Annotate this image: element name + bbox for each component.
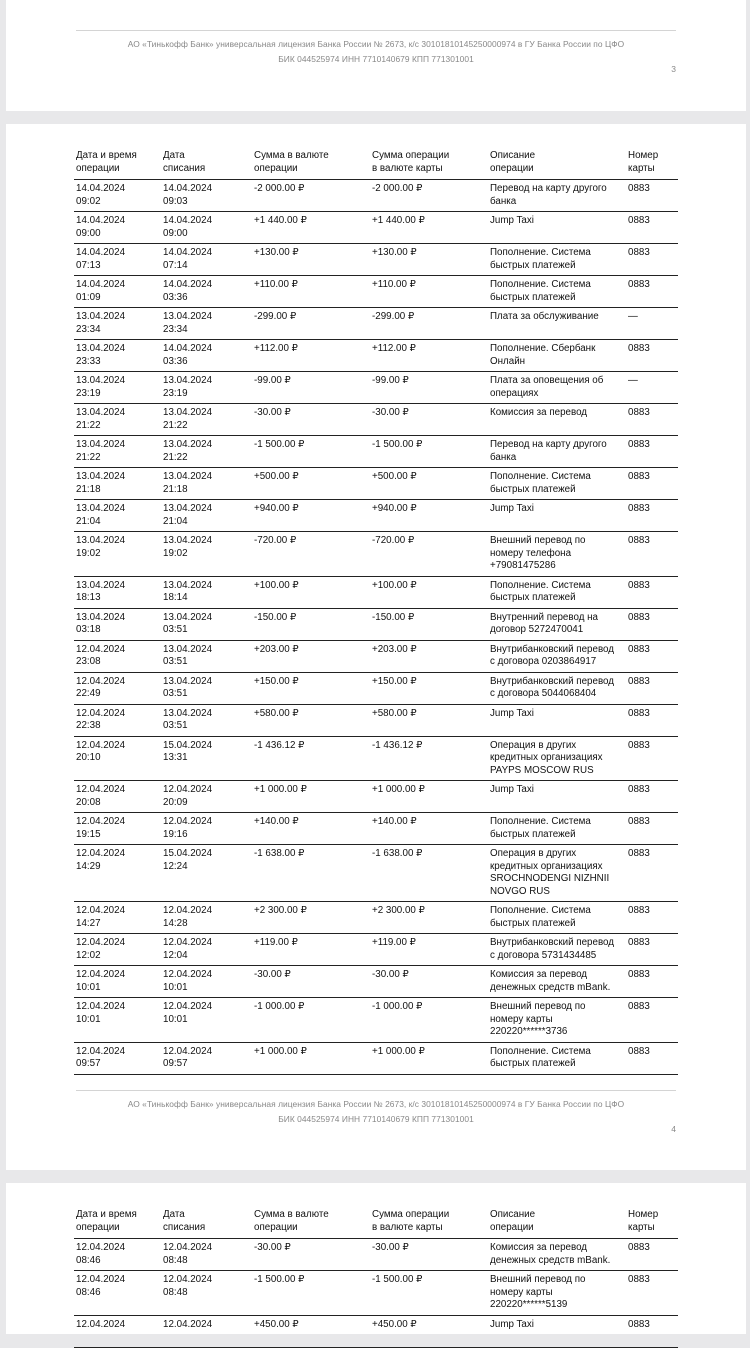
cell-debit-date: 12.04.2024 xyxy=(161,1315,252,1347)
table-row xyxy=(74,966,678,998)
cell-description: Внутрибанковский перевод с договора 0203864917 xyxy=(488,640,626,672)
table-row xyxy=(74,340,678,372)
cell-card-number: — xyxy=(626,372,678,404)
table-row xyxy=(74,608,678,640)
cell-amount-card-currency: -1 000.00 ₽ xyxy=(370,998,488,1043)
cell-amount-card-currency: -30.00 ₽ xyxy=(370,966,488,998)
cell-amount-operation-currency: +1 000.00 ₽ xyxy=(252,781,370,813)
cell-description: Jump Taxi xyxy=(488,212,626,244)
page-number: 4 xyxy=(671,1124,676,1134)
cell-operation-datetime: 13.04.2024 23:33 xyxy=(74,340,161,372)
cell-operation-datetime: 12.04.2024 20:10 xyxy=(74,736,161,781)
table-row xyxy=(74,781,678,813)
cell-debit-date: 13.04.2024 23:19 xyxy=(161,372,252,404)
table-row xyxy=(74,813,678,845)
cell-card-number: 0883 xyxy=(626,436,678,468)
cell-description: Операция в других кредитных организациях SROCHNODENGI NIZHNII NOVGO RUS xyxy=(488,845,626,902)
footer-ids-line: БИК 044525974 ИНН 7710140679 КПП 771301001 xyxy=(278,1114,474,1124)
cell-card-number: 0883 xyxy=(626,1239,678,1271)
table-row xyxy=(74,212,678,244)
cell-card-number: 0883 xyxy=(626,998,678,1043)
cell-amount-operation-currency: -720.00 ₽ xyxy=(252,532,370,577)
statement-page-4 xyxy=(6,124,746,1170)
cell-description: Плата за оповещения об операциях xyxy=(488,372,626,404)
table-row xyxy=(74,308,678,340)
cell-amount-card-currency: +110.00 ₽ xyxy=(370,276,488,308)
col-header-description: Описание операции xyxy=(488,148,626,180)
table-row xyxy=(74,372,678,404)
col-header-amount-operation-currency: Сумма в валюте операции xyxy=(252,1207,370,1239)
cell-amount-card-currency: +580.00 ₽ xyxy=(370,704,488,736)
cell-operation-datetime: 12.04.2024 22:38 xyxy=(74,704,161,736)
cell-description: Пополнение. Система быстрых платежей xyxy=(488,276,626,308)
cell-card-number: 0883 xyxy=(626,244,678,276)
col-header-operation-datetime: Дата и время операции xyxy=(74,1207,161,1239)
cell-description: Пополнение. Система быстрых платежей xyxy=(488,1042,626,1074)
table-row xyxy=(74,276,678,308)
cell-card-number: 0883 xyxy=(626,934,678,966)
page-number: 3 xyxy=(671,64,676,74)
cell-amount-operation-currency: -1 436.12 ₽ xyxy=(252,736,370,781)
cell-description: Операция в других кредитных организациях PAYPS MOSCOW RUS xyxy=(488,736,626,781)
cell-amount-card-currency: +2 300.00 ₽ xyxy=(370,902,488,934)
col-header-card-number: Номер карты xyxy=(626,1207,678,1239)
cell-operation-datetime: 12.04.2024 08:46 xyxy=(74,1271,161,1316)
table-row xyxy=(74,468,678,500)
cell-amount-card-currency: -150.00 ₽ xyxy=(370,608,488,640)
cell-amount-operation-currency: +1 000.00 ₽ xyxy=(252,1042,370,1074)
cell-description: Пополнение. Система быстрых платежей xyxy=(488,902,626,934)
cell-description: Внешний перевод по номеру карты 220220******3736 xyxy=(488,998,626,1043)
cell-card-number: 0883 xyxy=(626,180,678,212)
cell-amount-operation-currency: +500.00 ₽ xyxy=(252,468,370,500)
col-header-debit-date: Дата списания xyxy=(161,1207,252,1239)
cell-debit-date: 12.04.2024 12:04 xyxy=(161,934,252,966)
cell-operation-datetime: 13.04.2024 21:22 xyxy=(74,404,161,436)
table-row xyxy=(74,180,678,212)
table-row xyxy=(74,576,678,608)
footer-bank-line: АО «Тинькофф Банк» универсальная лицензия Банка России № 2673, к/с 30101810145250000974 в ГУ Банка России по ЦФО xyxy=(127,39,625,49)
cell-amount-card-currency: -299.00 ₽ xyxy=(370,308,488,340)
cell-operation-datetime: 12.04.2024 14:27 xyxy=(74,902,161,934)
cell-description: Jump Taxi xyxy=(488,704,626,736)
cell-card-number: 0883 xyxy=(626,212,678,244)
cell-amount-operation-currency: -150.00 ₽ xyxy=(252,608,370,640)
cell-card-number: 0883 xyxy=(626,736,678,781)
cell-amount-operation-currency: -30.00 ₽ xyxy=(252,966,370,998)
table-row xyxy=(74,934,678,966)
statement-page-5 xyxy=(6,1183,746,1334)
table-row xyxy=(74,672,678,704)
cell-card-number: 0883 xyxy=(626,500,678,532)
cell-amount-operation-currency: +119.00 ₽ xyxy=(252,934,370,966)
table-row xyxy=(74,998,678,1043)
cell-operation-datetime: 12.04.2024 10:01 xyxy=(74,966,161,998)
cell-operation-datetime: 13.04.2024 21:18 xyxy=(74,468,161,500)
cell-amount-operation-currency: +110.00 ₽ xyxy=(252,276,370,308)
cell-description: Внутрибанковский перевод с договора 5731434485 xyxy=(488,934,626,966)
cell-debit-date: 14.04.2024 09:00 xyxy=(161,212,252,244)
cell-amount-card-currency: +940.00 ₽ xyxy=(370,500,488,532)
cell-operation-datetime: 13.04.2024 18:13 xyxy=(74,576,161,608)
cell-description: Перевод на карту другого банка xyxy=(488,436,626,468)
cell-amount-card-currency: +119.00 ₽ xyxy=(370,934,488,966)
cell-description: Jump Taxi xyxy=(488,1315,626,1347)
cell-debit-date: 13.04.2024 19:02 xyxy=(161,532,252,577)
cell-operation-datetime: 13.04.2024 23:19 xyxy=(74,372,161,404)
cell-operation-datetime: 12.04.2024 xyxy=(74,1315,161,1347)
cell-amount-card-currency: +100.00 ₽ xyxy=(370,576,488,608)
col-header-card-number: Номер карты xyxy=(626,148,678,180)
cell-amount-card-currency: +203.00 ₽ xyxy=(370,640,488,672)
cell-amount-operation-currency: -1 638.00 ₽ xyxy=(252,845,370,902)
cell-debit-date: 14.04.2024 03:36 xyxy=(161,340,252,372)
cell-operation-datetime: 14.04.2024 01:09 xyxy=(74,276,161,308)
cell-debit-date: 13.04.2024 03:51 xyxy=(161,640,252,672)
cell-card-number: 0883 xyxy=(626,845,678,902)
cell-amount-card-currency: -1 638.00 ₽ xyxy=(370,845,488,902)
table-row xyxy=(74,532,678,577)
table-row xyxy=(74,500,678,532)
cell-operation-datetime: 12.04.2024 19:15 xyxy=(74,813,161,845)
cell-debit-date: 13.04.2024 03:51 xyxy=(161,608,252,640)
cell-amount-operation-currency: -2 000.00 ₽ xyxy=(252,180,370,212)
cell-operation-datetime: 12.04.2024 14:29 xyxy=(74,845,161,902)
cell-card-number: 0883 xyxy=(626,1042,678,1074)
cell-operation-datetime: 12.04.2024 08:46 xyxy=(74,1239,161,1271)
cell-card-number: 0883 xyxy=(626,813,678,845)
footer-divider xyxy=(76,30,676,31)
table-row xyxy=(74,736,678,781)
cell-amount-card-currency: +1 000.00 ₽ xyxy=(370,1042,488,1074)
cell-debit-date: 12.04.2024 20:09 xyxy=(161,781,252,813)
cell-amount-card-currency: +1 000.00 ₽ xyxy=(370,781,488,813)
cell-operation-datetime: 13.04.2024 19:02 xyxy=(74,532,161,577)
cell-debit-date: 15.04.2024 12:24 xyxy=(161,845,252,902)
col-header-amount-operation-currency: Сумма в валюте операции xyxy=(252,148,370,180)
cell-debit-date: 12.04.2024 08:48 xyxy=(161,1271,252,1316)
cell-card-number: 0883 xyxy=(626,704,678,736)
cell-amount-operation-currency: +2 300.00 ₽ xyxy=(252,902,370,934)
cell-debit-date: 15.04.2024 13:31 xyxy=(161,736,252,781)
footer-ids-line: БИК 044525974 ИНН 7710140679 КПП 771301001 xyxy=(278,54,474,64)
col-header-description: Описание операции xyxy=(488,1207,626,1239)
transactions-table xyxy=(74,1207,678,1348)
cell-amount-card-currency: -1 500.00 ₽ xyxy=(370,436,488,468)
cell-operation-datetime: 12.04.2024 09:57 xyxy=(74,1042,161,1074)
cell-card-number: 0883 xyxy=(626,404,678,436)
cell-card-number: 0883 xyxy=(626,781,678,813)
cell-amount-card-currency: +1 440.00 ₽ xyxy=(370,212,488,244)
cell-card-number: 0883 xyxy=(626,1271,678,1316)
table-row xyxy=(74,704,678,736)
col-header-operation-datetime: Дата и время операции xyxy=(74,148,161,180)
cell-amount-card-currency: +130.00 ₽ xyxy=(370,244,488,276)
cell-operation-datetime: 14.04.2024 09:00 xyxy=(74,212,161,244)
cell-debit-date: 13.04.2024 03:51 xyxy=(161,704,252,736)
cell-operation-datetime: 13.04.2024 21:22 xyxy=(74,436,161,468)
cell-amount-card-currency: +140.00 ₽ xyxy=(370,813,488,845)
cell-operation-datetime: 12.04.2024 22:49 xyxy=(74,672,161,704)
cell-amount-operation-currency: +112.00 ₽ xyxy=(252,340,370,372)
cell-amount-operation-currency: -30.00 ₽ xyxy=(252,1239,370,1271)
cell-operation-datetime: 12.04.2024 23:08 xyxy=(74,640,161,672)
cell-description: Пополнение. Система быстрых платежей xyxy=(488,468,626,500)
cell-debit-date: 12.04.2024 10:01 xyxy=(161,998,252,1043)
cell-operation-datetime: 13.04.2024 03:18 xyxy=(74,608,161,640)
cell-card-number: — xyxy=(626,308,678,340)
footer-bank-line: АО «Тинькофф Банк» универсальная лицензия Банка России № 2673, к/с 30101810145250000974 в ГУ Банка России по ЦФО xyxy=(127,1099,625,1109)
cell-debit-date: 13.04.2024 21:22 xyxy=(161,436,252,468)
cell-amount-card-currency: -2 000.00 ₽ xyxy=(370,180,488,212)
cell-amount-card-currency: +112.00 ₽ xyxy=(370,340,488,372)
cell-card-number: 0883 xyxy=(626,1315,678,1347)
cell-description: Jump Taxi xyxy=(488,500,626,532)
cell-debit-date: 12.04.2024 08:48 xyxy=(161,1239,252,1271)
cell-card-number: 0883 xyxy=(626,640,678,672)
cell-card-number: 0883 xyxy=(626,576,678,608)
cell-description: Плата за обслуживание xyxy=(488,308,626,340)
table-header-row xyxy=(74,1207,678,1239)
cell-debit-date: 12.04.2024 10:01 xyxy=(161,966,252,998)
cell-card-number: 0883 xyxy=(626,902,678,934)
cell-amount-operation-currency: +100.00 ₽ xyxy=(252,576,370,608)
cell-amount-operation-currency: -299.00 ₽ xyxy=(252,308,370,340)
cell-description: Внутрибанковский перевод с договора 5044068404 xyxy=(488,672,626,704)
cell-description: Комиссия за перевод денежных средств mBank. xyxy=(488,966,626,998)
footer-divider xyxy=(76,1090,676,1091)
table-row xyxy=(74,640,678,672)
statement-page-3 xyxy=(6,0,746,111)
cell-description: Пополнение. Сбербанк Онлайн xyxy=(488,340,626,372)
transactions-table xyxy=(74,148,678,1075)
cell-card-number: 0883 xyxy=(626,966,678,998)
cell-amount-card-currency: -30.00 ₽ xyxy=(370,1239,488,1271)
cell-amount-operation-currency: -1 500.00 ₽ xyxy=(252,1271,370,1316)
cell-card-number: 0883 xyxy=(626,672,678,704)
table-row xyxy=(74,1042,678,1074)
col-header-amount-card-currency: Сумма операции в валюте карты xyxy=(370,148,488,180)
cell-card-number: 0883 xyxy=(626,532,678,577)
cell-card-number: 0883 xyxy=(626,340,678,372)
cell-description: Внешний перевод по номеру телефона +79081475286 xyxy=(488,532,626,577)
cell-amount-card-currency: +150.00 ₽ xyxy=(370,672,488,704)
cell-amount-operation-currency: +203.00 ₽ xyxy=(252,640,370,672)
cell-description: Пополнение. Система быстрых платежей xyxy=(488,813,626,845)
cell-amount-operation-currency: -30.00 ₽ xyxy=(252,404,370,436)
cell-amount-card-currency: -720.00 ₽ xyxy=(370,532,488,577)
cell-description: Jump Taxi xyxy=(488,781,626,813)
cell-amount-card-currency: +500.00 ₽ xyxy=(370,468,488,500)
cell-amount-card-currency: -30.00 ₽ xyxy=(370,404,488,436)
cell-amount-operation-currency: -1 500.00 ₽ xyxy=(252,436,370,468)
cell-debit-date: 13.04.2024 21:18 xyxy=(161,468,252,500)
cell-debit-date: 14.04.2024 09:03 xyxy=(161,180,252,212)
cell-operation-datetime: 12.04.2024 20:08 xyxy=(74,781,161,813)
cell-operation-datetime: 12.04.2024 12:02 xyxy=(74,934,161,966)
table-row xyxy=(74,1271,678,1316)
cell-debit-date: 14.04.2024 03:36 xyxy=(161,276,252,308)
cell-operation-datetime: 14.04.2024 07:13 xyxy=(74,244,161,276)
cell-operation-datetime: 12.04.2024 10:01 xyxy=(74,998,161,1043)
cell-amount-operation-currency: +940.00 ₽ xyxy=(252,500,370,532)
cell-amount-operation-currency: +1 440.00 ₽ xyxy=(252,212,370,244)
cell-description: Пополнение. Система быстрых платежей xyxy=(488,576,626,608)
cell-description: Внешний перевод по номеру карты 220220******5139 xyxy=(488,1271,626,1316)
table-row xyxy=(74,436,678,468)
cell-debit-date: 13.04.2024 21:22 xyxy=(161,404,252,436)
cell-description: Пополнение. Система быстрых платежей xyxy=(488,244,626,276)
cell-debit-date: 13.04.2024 18:14 xyxy=(161,576,252,608)
cell-card-number: 0883 xyxy=(626,608,678,640)
col-header-debit-date: Дата списания xyxy=(161,148,252,180)
table-row xyxy=(74,845,678,902)
cell-amount-operation-currency: +130.00 ₽ xyxy=(252,244,370,276)
cell-operation-datetime: 13.04.2024 23:34 xyxy=(74,308,161,340)
cell-debit-date: 12.04.2024 19:16 xyxy=(161,813,252,845)
cell-debit-date: 14.04.2024 07:14 xyxy=(161,244,252,276)
cell-amount-card-currency: -1 436.12 ₽ xyxy=(370,736,488,781)
cell-amount-card-currency: +450.00 ₽ xyxy=(370,1315,488,1347)
table-row xyxy=(74,1239,678,1271)
cell-amount-card-currency: -99.00 ₽ xyxy=(370,372,488,404)
cell-description: Перевод на карту другого банка xyxy=(488,180,626,212)
cell-amount-operation-currency: -99.00 ₽ xyxy=(252,372,370,404)
table-row xyxy=(74,1315,678,1347)
cell-debit-date: 13.04.2024 03:51 xyxy=(161,672,252,704)
cell-description: Комиссия за перевод xyxy=(488,404,626,436)
cell-debit-date: 13.04.2024 21:04 xyxy=(161,500,252,532)
cell-operation-datetime: 13.04.2024 21:04 xyxy=(74,500,161,532)
cell-description: Внутренний перевод на договор 5272470041 xyxy=(488,608,626,640)
cell-debit-date: 13.04.2024 23:34 xyxy=(161,308,252,340)
col-header-amount-card-currency: Сумма операции в валюте карты xyxy=(370,1207,488,1239)
cell-description: Комиссия за перевод денежных средств mBank. xyxy=(488,1239,626,1271)
cell-amount-operation-currency: +580.00 ₽ xyxy=(252,704,370,736)
table-row xyxy=(74,244,678,276)
cell-debit-date: 12.04.2024 14:28 xyxy=(161,902,252,934)
cell-amount-operation-currency: +150.00 ₽ xyxy=(252,672,370,704)
cell-amount-operation-currency: +450.00 ₽ xyxy=(252,1315,370,1347)
cell-card-number: 0883 xyxy=(626,468,678,500)
cell-amount-card-currency: -1 500.00 ₽ xyxy=(370,1271,488,1316)
table-row xyxy=(74,404,678,436)
cell-amount-operation-currency: +140.00 ₽ xyxy=(252,813,370,845)
table-header-row xyxy=(74,148,678,180)
cell-amount-operation-currency: -1 000.00 ₽ xyxy=(252,998,370,1043)
cell-card-number: 0883 xyxy=(626,276,678,308)
cell-debit-date: 12.04.2024 09:57 xyxy=(161,1042,252,1074)
cell-operation-datetime: 14.04.2024 09:02 xyxy=(74,180,161,212)
table-row xyxy=(74,902,678,934)
